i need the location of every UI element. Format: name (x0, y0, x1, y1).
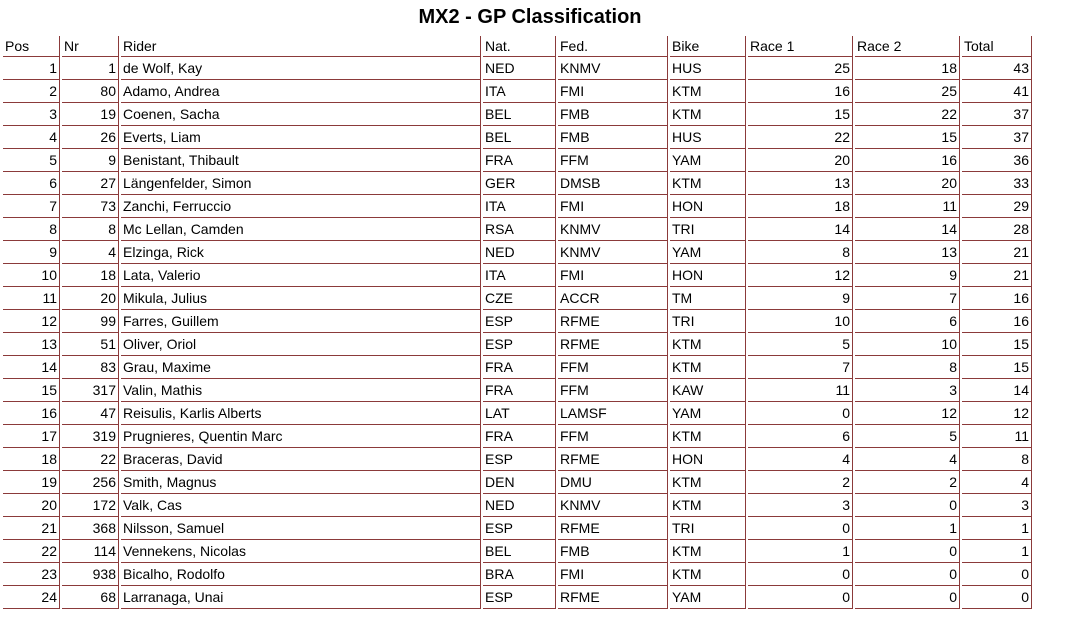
cell-nat: FRA (483, 149, 556, 172)
cell-bike: KTM (670, 172, 746, 195)
cell-rider: Bicalho, Rodolfo (121, 563, 481, 586)
cell-race2: 11 (855, 195, 960, 218)
cell-nr: 22 (62, 448, 119, 471)
cell-total: 16 (962, 310, 1032, 333)
cell-race2: 22 (855, 103, 960, 126)
cell-nat: DEN (483, 471, 556, 494)
header-total: Total (962, 36, 1032, 57)
cell-fed: FFM (558, 379, 668, 402)
cell-nr: 99 (62, 310, 119, 333)
cell-race1: 3 (748, 494, 853, 517)
cell-fed: RFME (558, 517, 668, 540)
cell-rider: Braceras, David (121, 448, 481, 471)
cell-nat: BEL (483, 103, 556, 126)
cell-nr: 73 (62, 195, 119, 218)
cell-rider: Valin, Mathis (121, 379, 481, 402)
cell-rider: Mc Lellan, Camden (121, 218, 481, 241)
cell-race1: 11 (748, 379, 853, 402)
cell-race2: 18 (855, 57, 960, 80)
cell-race2: 0 (855, 494, 960, 517)
cell-fed: FMB (558, 126, 668, 149)
cell-nat: ESP (483, 448, 556, 471)
cell-nat: GER (483, 172, 556, 195)
cell-fed: FMI (558, 264, 668, 287)
cell-rider: Benistant, Thibault (121, 149, 481, 172)
cell-pos: 10 (3, 264, 60, 287)
cell-total: 11 (962, 425, 1032, 448)
cell-rider: Elzinga, Rick (121, 241, 481, 264)
cell-rider: Nilsson, Samuel (121, 517, 481, 540)
cell-race1: 7 (748, 356, 853, 379)
cell-total: 4 (962, 471, 1032, 494)
table-row (3, 80, 1032, 103)
cell-race2: 9 (855, 264, 960, 287)
table-row (3, 563, 1032, 586)
cell-pos: 7 (3, 195, 60, 218)
cell-race2: 5 (855, 425, 960, 448)
cell-pos: 22 (3, 540, 60, 563)
cell-fed: KNMV (558, 241, 668, 264)
cell-nat: ITA (483, 195, 556, 218)
cell-fed: FMB (558, 103, 668, 126)
cell-bike: HUS (670, 126, 746, 149)
cell-bike: YAM (670, 241, 746, 264)
cell-nat: NED (483, 241, 556, 264)
table-header-row (3, 36, 1032, 57)
cell-nr: 368 (62, 517, 119, 540)
cell-pos: 16 (3, 402, 60, 425)
cell-pos: 23 (3, 563, 60, 586)
cell-bike: YAM (670, 586, 746, 609)
cell-race1: 6 (748, 425, 853, 448)
cell-fed: KNMV (558, 218, 668, 241)
cell-total: 8 (962, 448, 1032, 471)
table-row (3, 379, 1032, 402)
cell-race1: 9 (748, 287, 853, 310)
table-row (3, 586, 1032, 609)
cell-race2: 3 (855, 379, 960, 402)
cell-race1: 12 (748, 264, 853, 287)
cell-bike: TM (670, 287, 746, 310)
cell-nr: 9 (62, 149, 119, 172)
table-body (3, 57, 1032, 609)
cell-race1: 10 (748, 310, 853, 333)
table-row (3, 126, 1032, 149)
page-title: MX2 - GP Classification (418, 6, 642, 28)
table-row (3, 195, 1032, 218)
cell-race2: 12 (855, 402, 960, 425)
table-row (3, 448, 1032, 471)
header-bike: Bike (670, 36, 746, 57)
cell-nr: 26 (62, 126, 119, 149)
cell-pos: 21 (3, 517, 60, 540)
table-row (3, 218, 1032, 241)
cell-nr: 19 (62, 103, 119, 126)
cell-nat: NED (483, 57, 556, 80)
cell-pos: 1 (3, 57, 60, 80)
cell-nat: ESP (483, 586, 556, 609)
cell-race1: 4 (748, 448, 853, 471)
cell-race2: 8 (855, 356, 960, 379)
cell-race2: 0 (855, 540, 960, 563)
cell-nat: ITA (483, 264, 556, 287)
cell-total: 21 (962, 264, 1032, 287)
cell-total: 1 (962, 540, 1032, 563)
cell-fed: KNMV (558, 57, 668, 80)
cell-nr: 68 (62, 586, 119, 609)
table-row (3, 287, 1032, 310)
cell-fed: FFM (558, 425, 668, 448)
table-row (3, 264, 1032, 287)
cell-fed: FMI (558, 563, 668, 586)
cell-pos: 12 (3, 310, 60, 333)
cell-pos: 13 (3, 333, 60, 356)
cell-bike: KTM (670, 356, 746, 379)
cell-race1: 15 (748, 103, 853, 126)
cell-nr: 317 (62, 379, 119, 402)
cell-race1: 0 (748, 402, 853, 425)
cell-rider: Längenfelder, Simon (121, 172, 481, 195)
cell-total: 15 (962, 333, 1032, 356)
table-row (3, 356, 1032, 379)
cell-total: 37 (962, 126, 1032, 149)
table-row (3, 103, 1032, 126)
cell-pos: 20 (3, 494, 60, 517)
cell-race1: 0 (748, 586, 853, 609)
cell-total: 21 (962, 241, 1032, 264)
cell-bike: KTM (670, 103, 746, 126)
cell-nr: 80 (62, 80, 119, 103)
cell-rider: Vennekens, Nicolas (121, 540, 481, 563)
cell-bike: KTM (670, 80, 746, 103)
cell-fed: FFM (558, 149, 668, 172)
cell-total: 41 (962, 80, 1032, 103)
cell-rider: Coenen, Sacha (121, 103, 481, 126)
cell-fed: RFME (558, 310, 668, 333)
cell-rider: Reisulis, Karlis Alberts (121, 402, 481, 425)
cell-nat: BRA (483, 563, 556, 586)
cell-fed: DMU (558, 471, 668, 494)
classification-table (1, 36, 1034, 609)
cell-nat: NED (483, 494, 556, 517)
cell-fed: RFME (558, 586, 668, 609)
cell-fed: LAMSF (558, 402, 668, 425)
cell-race1: 5 (748, 333, 853, 356)
cell-total: 16 (962, 287, 1032, 310)
cell-fed: RFME (558, 333, 668, 356)
cell-nr: 20 (62, 287, 119, 310)
cell-nat: CZE (483, 287, 556, 310)
cell-race1: 13 (748, 172, 853, 195)
cell-bike: HON (670, 448, 746, 471)
cell-race2: 25 (855, 80, 960, 103)
cell-fed: FMI (558, 195, 668, 218)
cell-total: 0 (962, 563, 1032, 586)
cell-bike: TRI (670, 218, 746, 241)
cell-fed: RFME (558, 448, 668, 471)
cell-race1: 25 (748, 57, 853, 80)
table-row (3, 149, 1032, 172)
cell-pos: 8 (3, 218, 60, 241)
cell-pos: 4 (3, 126, 60, 149)
cell-race1: 0 (748, 563, 853, 586)
table-row (3, 425, 1032, 448)
cell-bike: TRI (670, 517, 746, 540)
cell-race2: 15 (855, 126, 960, 149)
cell-nr: 83 (62, 356, 119, 379)
header-rider: Rider (121, 36, 481, 57)
header-race2: Race 2 (855, 36, 960, 57)
cell-race1: 20 (748, 149, 853, 172)
cell-pos: 24 (3, 586, 60, 609)
cell-race1: 8 (748, 241, 853, 264)
cell-total: 3 (962, 494, 1032, 517)
cell-race2: 7 (855, 287, 960, 310)
cell-nat: RSA (483, 218, 556, 241)
cell-nr: 114 (62, 540, 119, 563)
cell-pos: 2 (3, 80, 60, 103)
cell-race1: 2 (748, 471, 853, 494)
cell-pos: 15 (3, 379, 60, 402)
cell-rider: Smith, Magnus (121, 471, 481, 494)
cell-total: 33 (962, 172, 1032, 195)
cell-nat: ESP (483, 517, 556, 540)
cell-fed: FFM (558, 356, 668, 379)
cell-race2: 4 (855, 448, 960, 471)
cell-pos: 3 (3, 103, 60, 126)
cell-fed: KNMV (558, 494, 668, 517)
cell-nat: ESP (483, 333, 556, 356)
cell-bike: KTM (670, 425, 746, 448)
cell-nr: 51 (62, 333, 119, 356)
cell-rider: Larranaga, Unai (121, 586, 481, 609)
cell-nat: FRA (483, 379, 556, 402)
cell-fed: FMI (558, 80, 668, 103)
cell-total: 29 (962, 195, 1032, 218)
cell-race2: 14 (855, 218, 960, 241)
cell-pos: 19 (3, 471, 60, 494)
cell-nr: 256 (62, 471, 119, 494)
cell-race2: 6 (855, 310, 960, 333)
cell-rider: Adamo, Andrea (121, 80, 481, 103)
cell-pos: 6 (3, 172, 60, 195)
cell-rider: Zanchi, Ferruccio (121, 195, 481, 218)
cell-fed: DMSB (558, 172, 668, 195)
cell-bike: TRI (670, 310, 746, 333)
cell-bike: KTM (670, 563, 746, 586)
cell-fed: ACCR (558, 287, 668, 310)
cell-total: 28 (962, 218, 1032, 241)
cell-pos: 17 (3, 425, 60, 448)
cell-race2: 16 (855, 149, 960, 172)
cell-race1: 16 (748, 80, 853, 103)
cell-race2: 13 (855, 241, 960, 264)
cell-rider: Valk, Cas (121, 494, 481, 517)
cell-bike: HON (670, 195, 746, 218)
table-row (3, 241, 1032, 264)
cell-nr: 938 (62, 563, 119, 586)
cell-bike: KTM (670, 540, 746, 563)
cell-pos: 9 (3, 241, 60, 264)
cell-rider: Mikula, Julius (121, 287, 481, 310)
cell-total: 43 (962, 57, 1032, 80)
cell-race1: 1 (748, 540, 853, 563)
cell-nat: ITA (483, 80, 556, 103)
header-nat: Nat. (483, 36, 556, 57)
cell-nr: 319 (62, 425, 119, 448)
cell-nr: 27 (62, 172, 119, 195)
cell-bike: KTM (670, 471, 746, 494)
cell-total: 36 (962, 149, 1032, 172)
table-row (3, 540, 1032, 563)
cell-rider: Lata, Valerio (121, 264, 481, 287)
header-race1: Race 1 (748, 36, 853, 57)
cell-bike: KAW (670, 379, 746, 402)
cell-bike: YAM (670, 402, 746, 425)
cell-nat: FRA (483, 425, 556, 448)
cell-bike: HUS (670, 57, 746, 80)
cell-total: 15 (962, 356, 1032, 379)
table-row (3, 471, 1032, 494)
cell-race2: 0 (855, 586, 960, 609)
header-pos: Pos (3, 36, 60, 57)
cell-nr: 4 (62, 241, 119, 264)
cell-pos: 14 (3, 356, 60, 379)
cell-race2: 2 (855, 471, 960, 494)
cell-total: 14 (962, 379, 1032, 402)
table-row (3, 517, 1032, 540)
cell-nat: ESP (483, 310, 556, 333)
cell-bike: YAM (670, 149, 746, 172)
cell-nr: 1 (62, 57, 119, 80)
cell-pos: 11 (3, 287, 60, 310)
cell-race1: 18 (748, 195, 853, 218)
cell-bike: KTM (670, 333, 746, 356)
table-row (3, 494, 1032, 517)
table-row (3, 333, 1032, 356)
cell-race2: 20 (855, 172, 960, 195)
cell-total: 0 (962, 586, 1032, 609)
cell-race1: 14 (748, 218, 853, 241)
cell-rider: Everts, Liam (121, 126, 481, 149)
table-row (3, 172, 1032, 195)
cell-race2: 10 (855, 333, 960, 356)
cell-pos: 18 (3, 448, 60, 471)
cell-rider: Oliver, Oriol (121, 333, 481, 356)
cell-pos: 5 (3, 149, 60, 172)
cell-nr: 8 (62, 218, 119, 241)
header-fed: Fed. (558, 36, 668, 57)
cell-rider: Prugnieres, Quentin Marc (121, 425, 481, 448)
cell-race2: 1 (855, 517, 960, 540)
cell-nat: BEL (483, 540, 556, 563)
cell-rider: Grau, Maxime (121, 356, 481, 379)
cell-total: 12 (962, 402, 1032, 425)
cell-total: 1 (962, 517, 1032, 540)
cell-fed: FMB (558, 540, 668, 563)
cell-nr: 47 (62, 402, 119, 425)
header-nr: Nr (62, 36, 119, 57)
cell-nat: FRA (483, 356, 556, 379)
cell-nat: BEL (483, 126, 556, 149)
cell-total: 37 (962, 103, 1032, 126)
cell-bike: HON (670, 264, 746, 287)
cell-bike: KTM (670, 494, 746, 517)
cell-race2: 0 (855, 563, 960, 586)
table-row (3, 310, 1032, 333)
table-row (3, 402, 1032, 425)
cell-race1: 22 (748, 126, 853, 149)
cell-nr: 18 (62, 264, 119, 287)
cell-nr: 172 (62, 494, 119, 517)
cell-rider: de Wolf, Kay (121, 57, 481, 80)
table-row (3, 57, 1032, 80)
cell-nat: LAT (483, 402, 556, 425)
cell-rider: Farres, Guillem (121, 310, 481, 333)
cell-race1: 0 (748, 517, 853, 540)
